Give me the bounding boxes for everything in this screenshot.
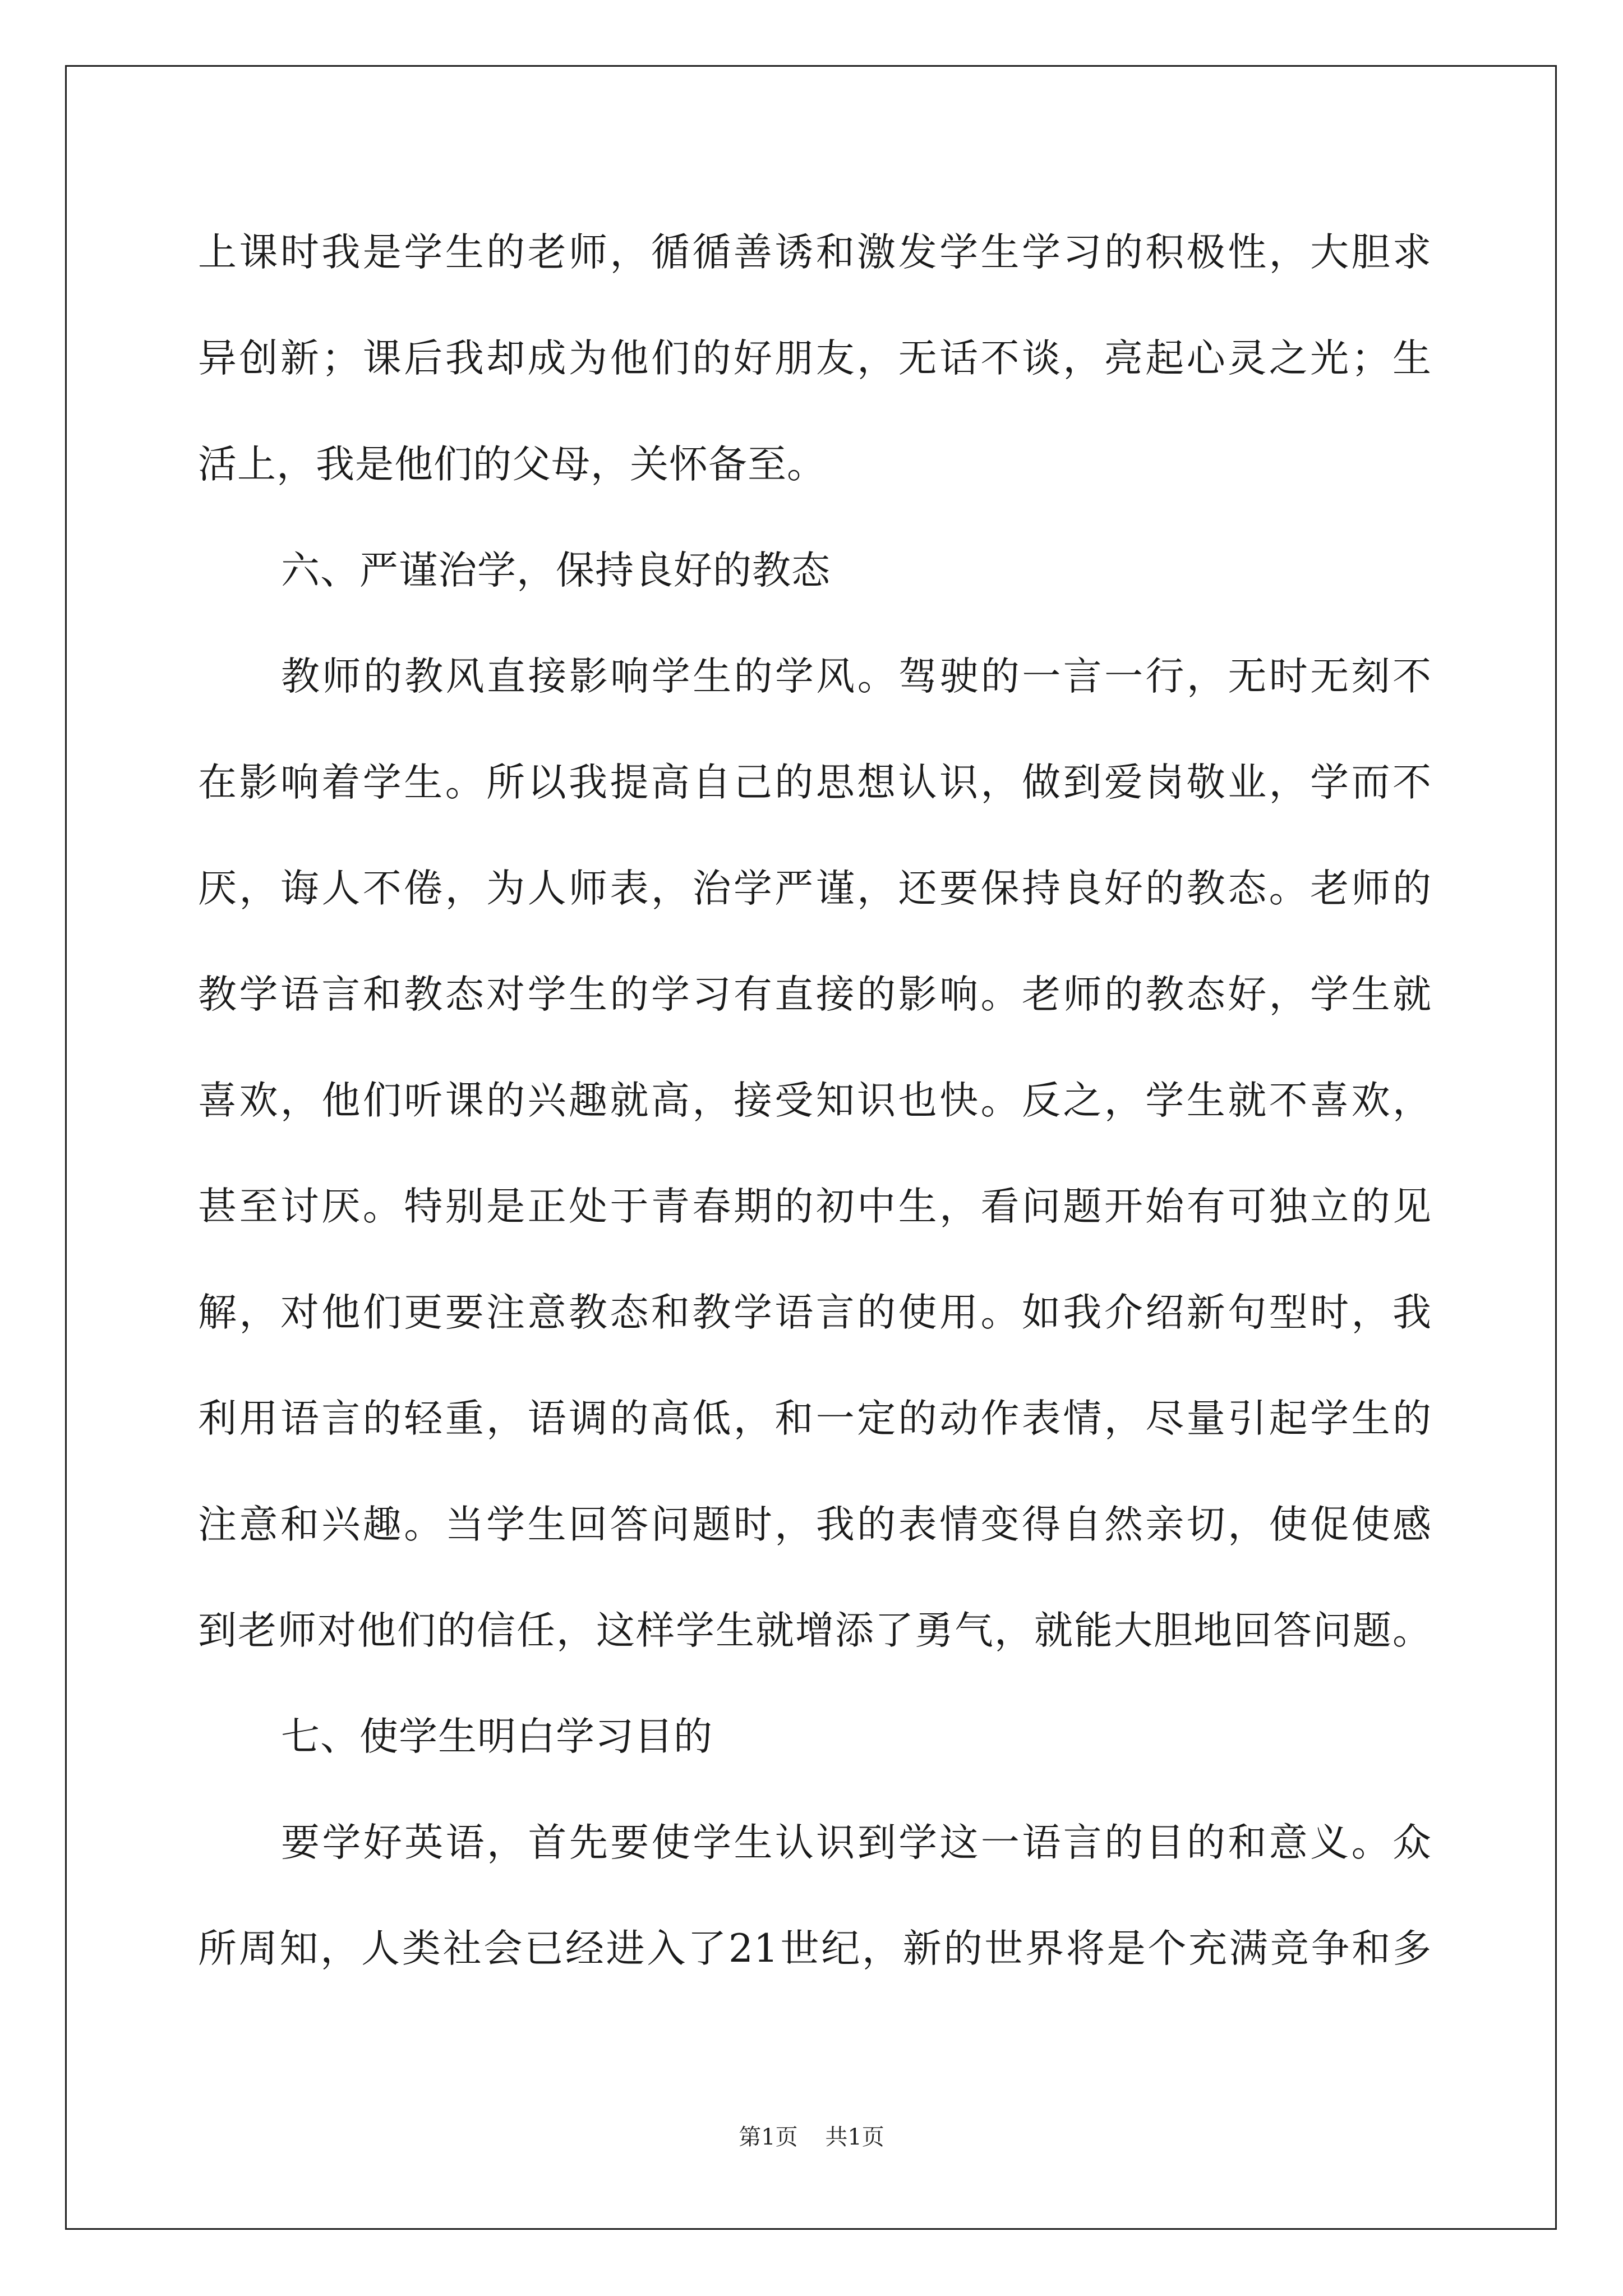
paragraph-line: 上课时我是学生的老师，循循善诱和激发学生学习的积极性，大胆求 [198, 230, 1432, 275]
paragraph-line: 厌，诲人不倦，为人师表，治学严谨，还要保持良好的教态。老师的 [198, 866, 1432, 911]
paragraph-line: 所周知，人类社会已经进入了21世纪，新的世界将是个充满竞争和多 [198, 1926, 1432, 1971]
paragraph-line: 解，对他们更要注意教态和教学语言的使用。如我介绍新句型时，我 [198, 1290, 1432, 1335]
paragraph-line: 注意和兴趣。当学生回答问题时，我的表情变得自然亲切，使促使感 [198, 1502, 1432, 1547]
paragraph-line: 在影响着学生。所以我提高自己的思想认识，做到爱岗敬业，学而不 [198, 760, 1432, 805]
page-number-total: 共1页 [825, 2124, 884, 2150]
page-number-current: 第1页 [739, 2124, 798, 2150]
paragraph-line: 活上，我是他们的父母，关怀备至。 [198, 442, 826, 487]
paragraph-line: 教师的教风直接影响学生的学风。驾驶的一言一行，无时无刻不 [281, 654, 1432, 699]
section-heading: 七、使学生明白学习目的 [281, 1714, 713, 1759]
paragraph-line: 到老师对他们的信任，这样学生就增添了勇气，就能大胆地回答问题。 [198, 1608, 1432, 1653]
page-footer [0, 2119, 1623, 2151]
paragraph-line: 异创新；课后我却成为他们的好朋友，无话不谈，亮起心灵之光；生 [198, 336, 1432, 381]
paragraph-line: 教学语言和教态对学生的学习有直接的影响。老师的教态好，学生就 [198, 972, 1432, 1017]
paragraph-line: 甚至讨厌。特别是正处于青春期的初中生，看问题开始有可独立的见 [198, 1184, 1432, 1229]
paragraph-line: 喜欢，他们听课的兴趣就高，接受知识也快。反之，学生就不喜欢， [198, 1078, 1432, 1123]
paragraph-line: 利用语言的轻重，语调的高低，和一定的动作表情，尽量引起学生的 [198, 1396, 1432, 1441]
paragraph-line: 要学好英语，首先要使学生认识到学这一语言的目的和意义。众 [281, 1820, 1432, 1865]
document-body [198, 200, 1432, 2002]
section-heading: 六、严谨治学，保持良好的教态 [281, 548, 831, 593]
